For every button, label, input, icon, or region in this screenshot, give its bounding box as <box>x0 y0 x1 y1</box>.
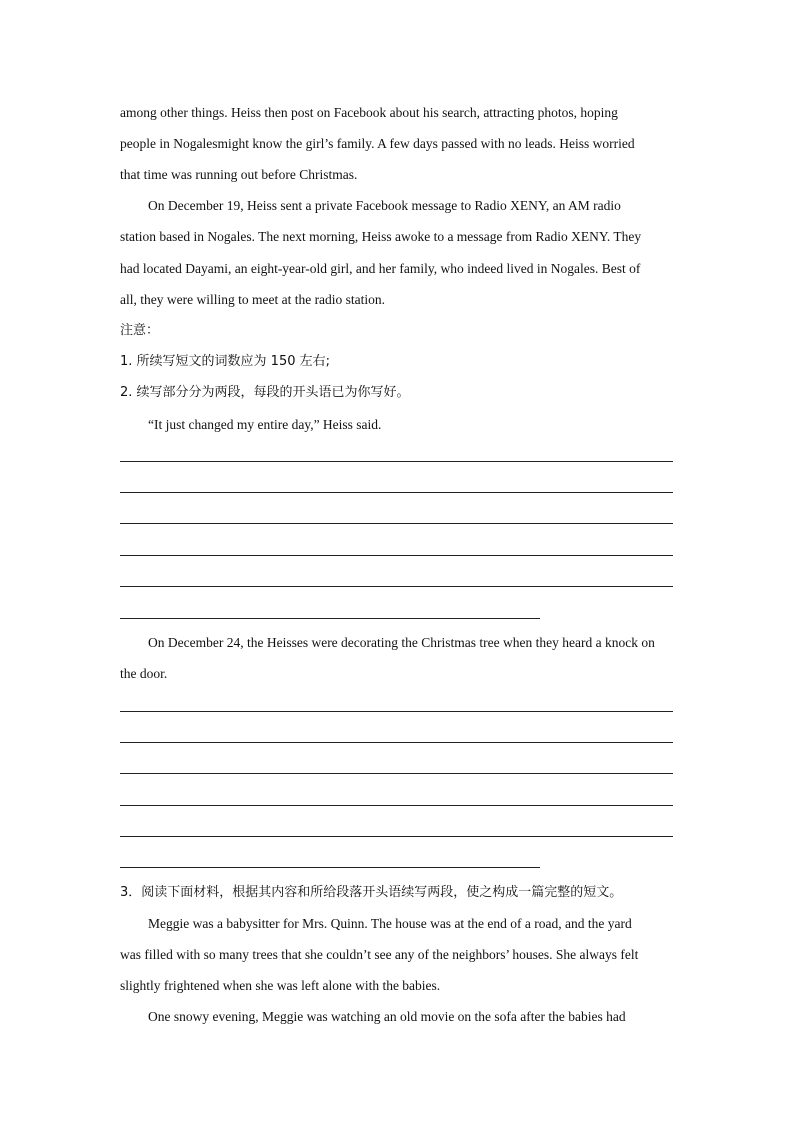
answer-line[interactable] <box>120 461 673 462</box>
answer-line[interactable] <box>120 867 540 868</box>
paragraph-prompt: On December 24, the Heisses were decorating the Christmas tree when they heard a knock on <box>148 635 655 650</box>
question-instruction: 3．阅读下面材料，根据其内容和所给段落开头语续写两段，使之构成一篇完整的短文。 <box>120 885 623 900</box>
passage-line: that time was running out before Christmas. <box>120 167 358 182</box>
passage-line: One snowy evening, Meggie was watching an old movie on the sofa after the babies had <box>148 1009 626 1024</box>
passage-line: Meggie was a babysitter for Mrs. Quinn. The house was at the end of a road, and the yard <box>148 916 632 931</box>
passage-line: people in Nogalesmight know the girl’s family. A few days passed with no leads. Heiss worried <box>120 136 635 151</box>
passage-line: On December 19, Heiss sent a private Facebook message to Radio XENY, an AM radio <box>148 198 621 213</box>
answer-line[interactable] <box>120 836 673 837</box>
notes-heading: 注意： <box>120 323 160 338</box>
passage-line: all, they were willing to meet at the radio station. <box>120 292 386 307</box>
notes-item: 2. 续写部分分为两段，每段的开头语已为你写好。 <box>120 385 410 400</box>
answer-line[interactable] <box>120 805 673 806</box>
paragraph-prompt: “It just changed my entire day,” Heiss said. <box>148 417 382 432</box>
answer-line[interactable] <box>120 773 673 774</box>
passage-line: slightly frightened when she was left alone with the babies. <box>120 978 441 993</box>
notes-item: 1. 所续写短文的词数应为 150 左右; <box>120 354 330 369</box>
passage-line: was filled with so many trees that she couldn’t see any of the neighbors’ houses. She always felt <box>120 947 639 962</box>
passage-line: station based in Nogales. The next morning, Heiss awoke to a message from Radio XENY. They <box>120 229 642 244</box>
answer-line[interactable] <box>120 586 673 587</box>
answer-line[interactable] <box>120 742 673 743</box>
answer-line[interactable] <box>120 618 540 619</box>
paragraph-prompt: the door. <box>120 666 168 681</box>
answer-line[interactable] <box>120 555 673 556</box>
passage-line: among other things. Heiss then post on Facebook about his search, attracting photos, hoping <box>120 105 618 120</box>
answer-line[interactable] <box>120 523 673 524</box>
passage-line: had located Dayami, an eight-year-old girl, and her family, who indeed lived in Nogales. Best of <box>120 261 641 276</box>
answer-line[interactable] <box>120 711 673 712</box>
answer-line[interactable] <box>120 492 673 493</box>
